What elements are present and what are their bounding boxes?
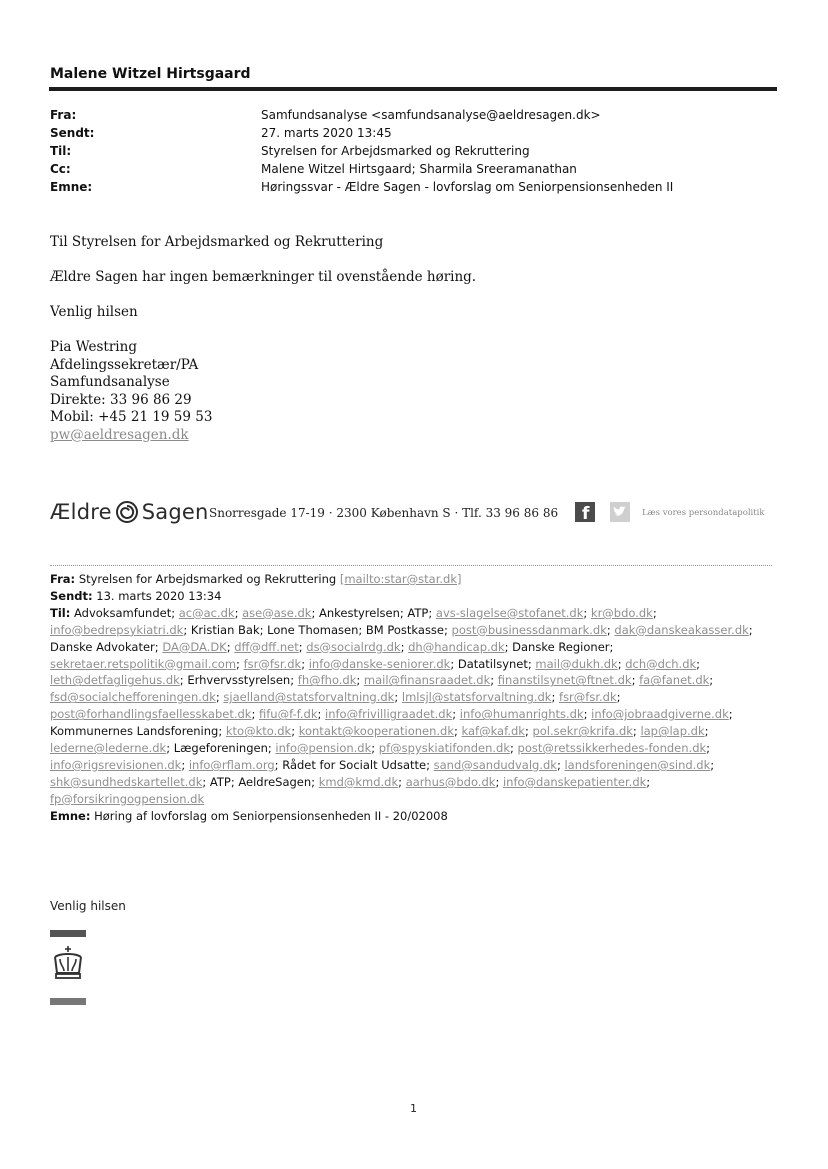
recipient-email-link[interactable]: fsd@socialchefforeningen.dk (50, 690, 216, 705)
recipient-email-link[interactable]: dh@handicap.dk (408, 639, 505, 654)
aeldre-sagen-logo (50, 498, 208, 526)
header-cc-label: Cc: (50, 162, 71, 176)
recipient-email-link[interactable]: fa@fanet.dk (639, 673, 710, 688)
recipient-email-link[interactable]: mail@dukh.dk (535, 656, 618, 671)
page-number: 1 (410, 1102, 417, 1115)
recipient-email-link[interactable]: aarhus@bdo.dk (405, 774, 496, 789)
fwd-subject-value: Høring af lovforslag om Seniorpensionsenheden II - 20/02008 (94, 808, 448, 823)
recipient-name: Advoksamfundet (73, 605, 172, 620)
fwd-recipient-list: Advoksamfundet; ac@ac.dk; ase@ase.dk; Ankestyrelsen; ATP; avs-slagelse@stofanet.dk; kr@bdo.dk; info@bedrepsykiatri.dk; Kristian Bak; Lone Thomasen; BM Postkasse; post@businessdanmark.dk; dak@danskeakasser.dk; Danske Advokater; DA@DA.DK; dff@dff.net; ds@socialrdg.dk; dh@handicap.dk; Danske Regioner; sekretaer.retspolitik@gmail.com; fsr@fsr.dk; info@danske-seniorer.dk; Datatilsynet; mail@dukh.dk; dch@dch.dk; leth@detfagligehus.dk; Erhvervsstyrelsen; fh@fho.dk; mail@finansraadet.dk; finanstilsynet@ftnet.dk; fa@fanet.dk; fsd@socialchefforeningen.dk; sjaelland@statsforvaltning.dk; lmlsjl@statsforvaltning.dk; fsr@fsr.dk; post@forhandlingsfaellesskabet.dk; fifu@f-f.dk; info@frivilligraadet.dk; info@humanrights.dk; info@jobraadgiverne.dk; Kommunernes Landsforening; kto@kto.dk; kontakt@kooperationen.dk; kaf@kaf.dk; pol.sekr@krifa.dk; lap@lap.dk; lederne@lederne.dk; Lægeforeningen; info@pension.dk; pf@spyskiatifonden.dk; post@retssikkerhedes-fonden.dk; info@rigsrevisionen.dk; info@rflam.org; Rådet for Socialt Udsatte; sand@sandudvalg.dk; landsforeningen@sind.dk; shk@sundhedskartellet.dk; ATP; AeldreSagen; kmd@kmd.dk; aarhus@bdo.dk; info@danskepatienter.dk; fp@forsikringogpension.dk (50, 605, 753, 806)
fwd-to-label: Til: (50, 605, 71, 620)
fwd-closing: Venlig hilsen (50, 899, 126, 913)
signature-block (50, 339, 212, 444)
header-subject-label: Emne: (50, 180, 93, 194)
recipient-email-link[interactable]: post@forhandlingsfaellesskabet.dk (50, 707, 252, 722)
recipient-email-link[interactable]: shk@sundhedskartellet.dk (50, 774, 203, 789)
recipient-email-link[interactable]: mail@finansraadet.dk (363, 673, 491, 688)
recipient-name: Rådet for Socialt Udsatte (282, 757, 427, 772)
recipient-email-link[interactable]: sjaelland@statsforvaltning.dk (223, 690, 395, 705)
facebook-icon[interactable] (575, 502, 595, 522)
header-sent-value: 27. marts 2020 13:45 (261, 126, 392, 140)
recipient-email-link[interactable]: dak@danskeakasser.dk (614, 622, 749, 637)
recipient-email-link[interactable]: pol.sekr@krifa.dk (532, 724, 633, 739)
recipient-email-link[interactable]: kontakt@kooperationen.dk (298, 724, 455, 739)
header-to-label: Til: (50, 144, 72, 158)
recipient-email-link[interactable]: info@danskepatienter.dk (502, 774, 647, 789)
email-header-fields (50, 106, 770, 196)
recipient-email-link[interactable]: ase@ase.dk (242, 605, 312, 620)
signature-direct-phone: Direkte: 33 96 86 29 (50, 391, 192, 408)
recipient-email-link[interactable]: fsr@fsr.dk (559, 690, 617, 705)
recipient-email-link[interactable]: leth@detfagligehus.dk (50, 673, 180, 688)
signature-mobile-phone: Mobil: +45 21 19 59 53 (50, 409, 213, 425)
recipient-email-link[interactable]: post@retssikkerhedes-fonden.dk (517, 741, 707, 756)
signature-bar-top (50, 930, 86, 937)
recipient-name: Kommunernes Landsforening (50, 724, 219, 739)
recipient-email-link[interactable]: sekretaer.retspolitik@gmail.com (50, 656, 237, 671)
recipient-email-link[interactable]: post@businessdanmark.dk (451, 622, 607, 637)
recipient-email-link[interactable]: finanstilsynet@ftnet.dk (497, 673, 632, 688)
header-sent-row (50, 124, 770, 142)
fwd-from-row (50, 571, 770, 588)
header-from-label: Fra: (50, 108, 77, 122)
header-rule (49, 87, 777, 91)
recipient-email-link[interactable]: ds@socialrdg.dk (306, 639, 401, 654)
message-closing: Venlig hilsen (50, 304, 138, 320)
recipient-name: BM Postkasse (365, 622, 444, 637)
recipient-email-link[interactable]: lmlsjl@statsforvaltning.dk (401, 690, 552, 705)
recipient-email-link[interactable]: avs-slagelse@stofanet.dk (435, 605, 584, 620)
recipient-email-link[interactable]: ac@ac.dk (178, 605, 235, 620)
recipient-name: ATP (407, 605, 429, 620)
recipient-name: Danske Advokater (50, 639, 155, 654)
recipient-email-link[interactable]: info@frivilligraadet.dk (325, 707, 453, 722)
recipient-email-link[interactable]: kto@kto.dk (225, 724, 292, 739)
fwd-sent-label: Sendt: (50, 588, 93, 603)
recipient-email-link[interactable]: landsforeningen@sind.dk (564, 757, 711, 772)
recipient-email-link[interactable]: fp@forsikringogpension.dk (50, 791, 205, 806)
brand-address: Snorresgade 17-19 · 2300 København S · Tlf. 33 96 86 86 (209, 506, 559, 520)
crown-icon (50, 945, 90, 985)
fwd-subject-row (50, 808, 770, 825)
signature-name: Pia Westring (50, 339, 137, 355)
brand-footer (50, 498, 770, 530)
header-from-row (50, 106, 770, 124)
recipient-name: Kristian Bak (190, 622, 260, 637)
fwd-to-row (50, 605, 770, 808)
recipient-email-link[interactable]: fifu@f-f.dk (259, 707, 318, 722)
recipient-email-link[interactable]: kr@bdo.dk (590, 605, 653, 620)
fwd-from-value: Styrelsen for Arbejdsmarked og Rekruttering (78, 572, 337, 586)
header-sent-label: Sendt: (50, 126, 95, 140)
recipient-email-link[interactable]: DA@DA.DK (162, 639, 227, 654)
recipient-email-link[interactable]: info@bedrepsykiatri.dk (50, 622, 184, 637)
twitter-icon[interactable] (610, 502, 630, 522)
recipient-email-link[interactable]: lap@lap.dk (640, 724, 705, 739)
recipient-name: Danske Regioner (512, 639, 610, 654)
signature-department: Samfundsanalyse (50, 374, 170, 390)
signature-title: Afdelingssekretær/PA (50, 356, 199, 373)
fwd-from-label: Fra: (50, 572, 76, 586)
recipient-email-link[interactable]: info@pension.dk (275, 741, 372, 756)
header-to-value: Styrelsen for Arbejdsmarked og Rekruttering (261, 144, 530, 158)
header-subject-value: Høringssvar - Ældre Sagen - lovforslag om Seniorpensionsenheden II (261, 180, 674, 194)
recipient-email-link[interactable]: info@rflam.org (188, 757, 275, 772)
header-from-value: Samfundsanalyse <samfundsanalyse@aeldresagen.dk> (261, 108, 601, 122)
logo-text-right: Sagen (141, 500, 209, 524)
recipient-name: Datatilsynet (457, 656, 528, 671)
header-cc-value: Malene Witzel Hirtsgaard; Sharmila Sreeramanathan (261, 162, 577, 176)
header-subject-row (50, 178, 770, 196)
logo-text-left: Ældre (50, 500, 112, 524)
recipient-email-link[interactable]: info@danske-seniorer.dk (308, 656, 451, 671)
privacy-policy-link[interactable]: Læs vores persondatapolitik (642, 508, 765, 518)
recipient-email-link[interactable]: info@rigsrevisionen.dk (50, 757, 182, 772)
recipient-email-link[interactable]: kmd@kmd.dk (318, 774, 399, 789)
recipient-name: AeldreSagen (238, 774, 312, 789)
recipient-email-link[interactable]: fh@fho.dk (297, 673, 357, 688)
recipient-name: Erhvervsstyrelsen (187, 673, 291, 688)
fwd-sent-row (50, 588, 770, 605)
recipient-name: Lægeforeningen (173, 741, 268, 756)
recipient-email-link[interactable]: dff@dff.net (234, 639, 299, 654)
fwd-from-mailto-link[interactable]: [mailto:star@star.dk] (339, 572, 462, 586)
fwd-subject-label: Emne: (50, 808, 91, 823)
recipient-email-link[interactable]: pf@spyskiatifonden.dk (378, 741, 510, 756)
recipient-name: Ankestyrelsen (319, 605, 400, 620)
forwarded-header (50, 571, 770, 825)
svg-text:f: f (582, 504, 590, 522)
header-to-row (50, 142, 770, 160)
spiral-icon (115, 500, 139, 524)
recipient-name: ATP (209, 774, 231, 789)
forward-separator (50, 565, 772, 566)
recipient-email-link[interactable]: sand@sandudvalg.dk (433, 757, 557, 772)
recipient-email-link[interactable]: lederne@lederne.dk (50, 741, 167, 756)
recipient-email-link[interactable]: dch@dch.dk (625, 656, 697, 671)
message-sentence: Ældre Sagen har ingen bemærkninger til ovenstående høring. (50, 269, 477, 285)
mailbox-owner-name: Malene Witzel Hirtsgaard (50, 66, 251, 82)
recipient-email-link[interactable]: info@jobraadgiverne.dk (591, 707, 729, 722)
signature-bar-bottom (50, 998, 86, 1005)
fwd-sent-value: 13. marts 2020 13:34 (96, 588, 222, 603)
signature-email-link[interactable]: pw@aeldresagen.dk (50, 426, 189, 443)
message-greeting: Til Styrelsen for Arbejdsmarked og Rekruttering (50, 234, 384, 250)
recipient-email-link[interactable]: fsr@fsr.dk (243, 656, 302, 671)
recipient-email-link[interactable]: info@humanrights.dk (459, 707, 584, 722)
header-cc-row (50, 160, 770, 178)
recipient-name: Lone Thomasen (267, 622, 359, 637)
recipient-email-link[interactable]: kaf@kaf.dk (461, 724, 525, 739)
